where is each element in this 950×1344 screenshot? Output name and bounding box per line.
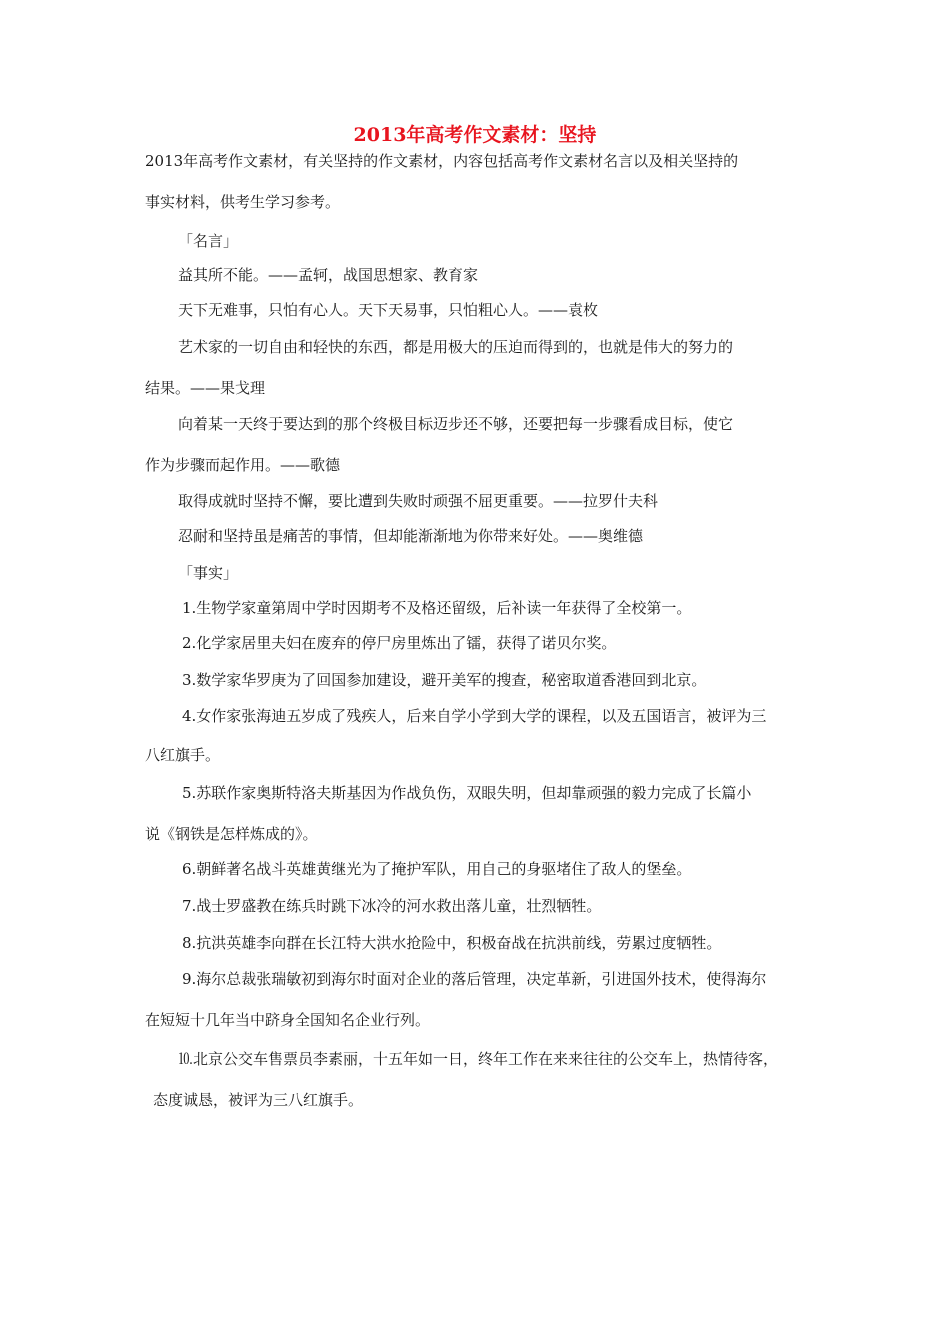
fact-4-line-1: 4.女作家张海迪五岁成了残疾人，后来自学小学到大学的课程，以及五国语言，被评为三 xyxy=(182,707,767,725)
fact-5-line-2: 说《钢铁是怎样炼成的》。 xyxy=(145,825,318,843)
fact-10-line-2: 态度诚恳，被评为三八红旗手。 xyxy=(153,1091,364,1109)
quotes-heading: 「名言」 xyxy=(178,232,239,250)
fact-9-line-2: 在短短十几年当中跻身全国知名企业行列。 xyxy=(145,1011,431,1029)
fact-8: 8.抗洪英雄李向群在长江特大洪水抢险中，积极奋战在抗洪前线，劳累过度牺牲。 xyxy=(182,934,722,952)
intro-line-2: 事实材料，供考生学习参考。 xyxy=(145,193,341,211)
facts-heading: 「事实」 xyxy=(178,564,239,582)
quote-2: 天下无难事，只怕有心人。天下天易事，只怕粗心人。——袁枚 xyxy=(178,301,599,319)
fact-2: 2.化学家居里夫妇在废弃的停尸房里炼出了镭，获得了诺贝尔奖。 xyxy=(182,634,617,652)
document-title: 2013年高考作文素材：坚持 xyxy=(353,124,597,146)
quote-4-line-2: 作为步骤而起作用。——歌德 xyxy=(145,456,341,474)
quote-4-line-1: 向着某一天终于要达到的那个终极目标迈步还不够，还要把每一步骤看成目标，使它 xyxy=(178,415,734,433)
fact-1: 1.生物学家童第周中学时因期考不及格还留级，后补读一年获得了全校第一。 xyxy=(182,599,692,617)
fact-10-line-1: ⒑北京公交车售票员李素丽，十五年如一日，终年工作在来来往往的公交车上，热情待客， xyxy=(178,1050,779,1068)
quote-3-line-2: 结果。——果戈理 xyxy=(145,379,266,397)
quote-5: 取得成就时坚持不懈，要比遭到失败时顽强不屈更重要。——拉罗什夫科 xyxy=(178,492,659,510)
fact-4-line-2: 八红旗手。 xyxy=(145,746,221,764)
fact-7: 7.战士罗盛教在练兵时跳下冰冷的河水救出落儿童，壮烈牺牲。 xyxy=(182,897,602,915)
fact-6: 6.朝鲜著名战斗英雄黄继光为了掩护军队，用自己的身驱堵住了敌人的堡垒。 xyxy=(182,860,692,878)
intro-line-1: 2013年高考作文素材，有关坚持的作文素材，内容包括高考作文素材名言以及相关坚持的 xyxy=(145,152,739,170)
fact-3: 3.数学家华罗庚为了回国参加建设，避开美军的搜查，秘密取道香港回到北京。 xyxy=(182,671,707,689)
fact-5-line-1: 5.苏联作家奥斯特洛夫斯基因为作战负伤，双眼失明，但却靠顽强的毅力完成了长篇小 xyxy=(182,784,752,802)
quote-3-line-1: 艺术家的一切自由和轻快的东西，都是用极大的压迫而得到的，也就是伟大的努力的 xyxy=(178,338,734,356)
fact-9-line-1: 9.海尔总裁张瑞敏初到海尔时面对企业的落后管理，决定革新，引进国外技术，使得海尔 xyxy=(182,970,767,988)
quote-1: 益其所不能。——孟轲，战国思想家、教育家 xyxy=(178,266,479,284)
quote-6: 忍耐和坚持虽是痛苦的事情，但却能渐渐地为你带来好处。——奥维德 xyxy=(178,527,644,545)
